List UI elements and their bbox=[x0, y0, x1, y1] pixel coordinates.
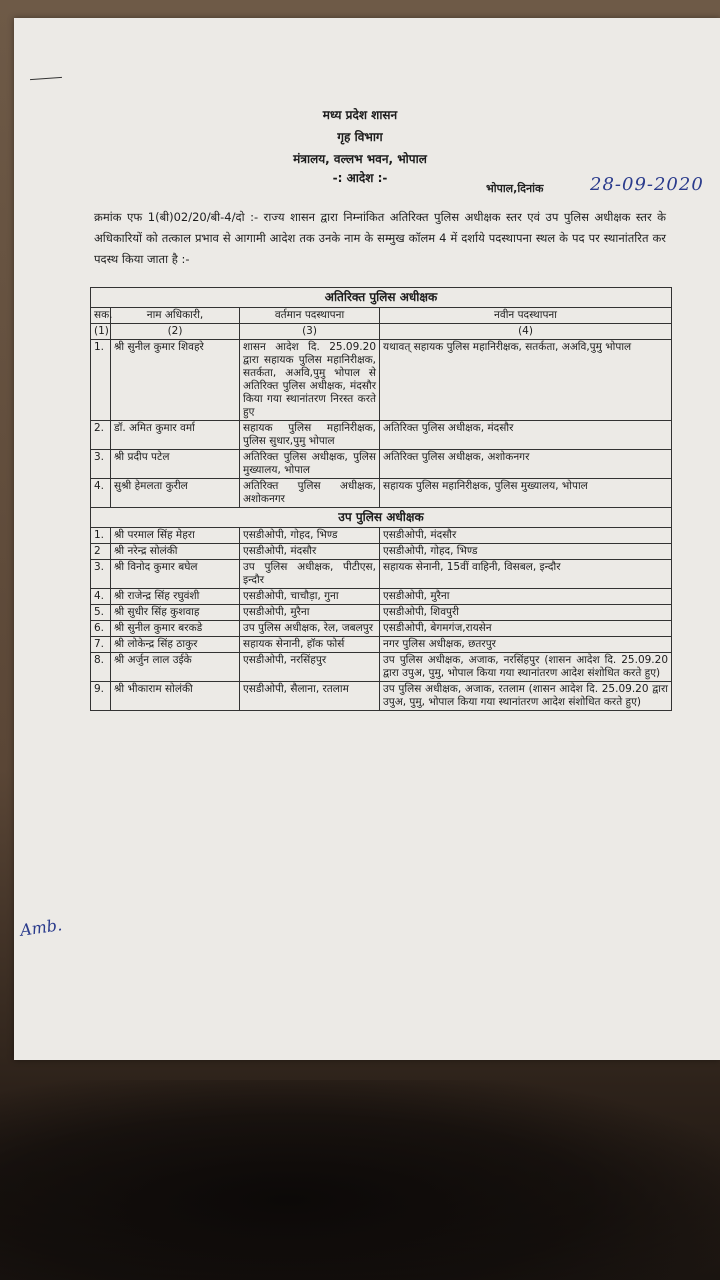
cell-current: अतिरिक्त पुलिस अधीक्षक, पुलिस मुख्यालय, भोपाल bbox=[240, 450, 380, 479]
background-shadow bbox=[0, 1080, 720, 1280]
date-label: भोपाल,दिनांक bbox=[486, 182, 544, 195]
section-header-row bbox=[91, 508, 672, 528]
col-header-new: नवीन पदस्थापना bbox=[380, 308, 672, 324]
cell-name: श्री सुनील कुमार बरकडे bbox=[111, 621, 240, 637]
cell-current: उप पुलिस अधीक्षक, पीटीएस, इन्दौर bbox=[240, 560, 380, 589]
table-row bbox=[91, 528, 672, 544]
cell-new: अतिरिक्त पुलिस अधीक्षक, मंदसौर bbox=[380, 421, 672, 450]
cell-no: 1. bbox=[91, 340, 111, 421]
cell-name: श्री प्रदीप पटेल bbox=[111, 450, 240, 479]
col-header-name: नाम अधिकारी, bbox=[111, 308, 240, 324]
table-row bbox=[91, 621, 672, 637]
cell-current: सहायक पुलिस महानिरीक्षक, पुलिस सुधार,पुमु भोपाल bbox=[240, 421, 380, 450]
cell-current: एसडीओपी, गोहद, भिण्ड bbox=[240, 528, 380, 544]
cell-no: 3. bbox=[91, 450, 111, 479]
cell-no: 7. bbox=[91, 637, 111, 653]
cell-no: 6. bbox=[91, 621, 111, 637]
col-header-current: वर्तमान पदस्थापना bbox=[240, 308, 380, 324]
cell-new: एसडीओपी, शिवपुरी bbox=[380, 605, 672, 621]
cell-no: 1. bbox=[91, 528, 111, 544]
col-header-serial: सक. bbox=[91, 308, 111, 324]
cell-current: अतिरिक्त पुलिस अधीक्षक, अशोकनगर bbox=[240, 479, 380, 508]
table-row bbox=[91, 560, 672, 589]
table-row bbox=[91, 653, 672, 682]
cell-no: 9. bbox=[91, 682, 111, 711]
cell-new: एसडीओपी, बेगमगंज,रायसेन bbox=[380, 621, 672, 637]
column-header-row bbox=[91, 308, 672, 324]
cell-name: श्री सुनील कुमार शिवहरे bbox=[111, 340, 240, 421]
cell-no: 4. bbox=[91, 479, 111, 508]
cell-current: उप पुलिस अधीक्षक, रेल, जबलपुर bbox=[240, 621, 380, 637]
cell-current: एसडीओपी, मंदसौर bbox=[240, 544, 380, 560]
header-address: मंत्रालय, वल्लभ भवन, भोपाल bbox=[293, 152, 427, 166]
cell-new: सहायक सेनानी, 15वीं वाहिनी, विसबल, इन्दौर bbox=[380, 560, 672, 589]
cell-new: एसडीओपी, गोहद, भिण्ड bbox=[380, 544, 672, 560]
col-number-2: (2) bbox=[111, 324, 240, 340]
cell-new: उप पुलिस अधीक्षक, अजाक, नरसिंहपुर (शासन आदेश दि. 25.09.20 द्वारा उपुअ, पुमु, भोपाल किया गया स्थानांतरण आदेश संशोधित करते हुए) bbox=[380, 653, 672, 682]
table-row bbox=[91, 682, 672, 711]
cell-name: श्री अर्जुन लाल उईके bbox=[111, 653, 240, 682]
header-order-title: -: आदेश :- bbox=[332, 171, 388, 185]
col-number-1: (1) bbox=[91, 324, 111, 340]
table-row bbox=[91, 340, 672, 421]
cell-new: एसडीओपी, मुरैना bbox=[380, 589, 672, 605]
cell-no: 2. bbox=[91, 421, 111, 450]
section1-title: अतिरिक्त पुलिस अधीक्षक bbox=[91, 288, 672, 308]
section2-title: उप पुलिस अधीक्षक bbox=[91, 508, 672, 528]
header-government: मध्य प्रदेश शासन bbox=[322, 108, 398, 122]
cell-name: श्री भीकाराम सोलंकी bbox=[111, 682, 240, 711]
table-row bbox=[91, 544, 672, 560]
cell-no: 8. bbox=[91, 653, 111, 682]
cell-current: शासन आदेश दि. 25.09.20 द्वारा सहायक पुलिस महानिरीक्षक, सतर्कता, अअवि,पुमु भोपाल से अतिरिक्त पुलिस अधीक्षक, मंदसौर किया गया स्थानांतरण निरस्त करते हुए bbox=[240, 340, 380, 421]
col-number-3: (3) bbox=[240, 324, 380, 340]
cell-new: सहायक पुलिस महानिरीक्षक, पुलिस मुख्यालय, भोपाल bbox=[380, 479, 672, 508]
date-handwritten: 28-09-2020 bbox=[590, 174, 704, 195]
cell-name: डॉ. अमित कुमार वर्मा bbox=[111, 421, 240, 450]
cell-current: एसडीओपी, चाचौड़ा, गुना bbox=[240, 589, 380, 605]
table-row bbox=[91, 450, 672, 479]
cell-name: श्री विनोद कुमार बघेल bbox=[111, 560, 240, 589]
posting-table bbox=[90, 287, 672, 711]
table-row bbox=[91, 605, 672, 621]
cell-current: एसडीओपी, नरसिंहपुर bbox=[240, 653, 380, 682]
cell-name: श्री लोकेन्द्र सिंह ठाकुर bbox=[111, 637, 240, 653]
cell-name: सुश्री हेमलता कुरील bbox=[111, 479, 240, 508]
header-department: गृह विभाग bbox=[337, 130, 383, 144]
signature-initials: Amb. bbox=[18, 915, 64, 940]
table-row bbox=[91, 589, 672, 605]
table-row bbox=[91, 479, 672, 508]
cell-name: श्री सुधीर सिंह कुशवाह bbox=[111, 605, 240, 621]
cell-new: उप पुलिस अधीक्षक, अजाक, रतलाम (शासन आदेश दि. 25.09.20 द्वारा उपुअ, पुमु, भोपाल किया गया स्थानांतरण आदेश संशोधित करते हुए) bbox=[380, 682, 672, 711]
table-row bbox=[91, 637, 672, 653]
cell-name: श्री राजेन्द्र सिंह रघुवंशी bbox=[111, 589, 240, 605]
table-row bbox=[91, 421, 672, 450]
cell-new: अतिरिक्त पुलिस अधीक्षक, अशोकनगर bbox=[380, 450, 672, 479]
cell-current: एसडीओपी, मुरैना bbox=[240, 605, 380, 621]
cell-no: 5. bbox=[91, 605, 111, 621]
cell-new: एसडीओपी, मंदसौर bbox=[380, 528, 672, 544]
cell-current: सहायक सेनानी, हॉक फोर्स bbox=[240, 637, 380, 653]
cell-no: 2 bbox=[91, 544, 111, 560]
col-number-4: (4) bbox=[380, 324, 672, 340]
cell-no: 4. bbox=[91, 589, 111, 605]
order-paragraph: क्रमांक एफ 1(बी)02/20/बी-4/दो :- राज्य शासन द्वारा निम्नांकित अतिरिक्त पुलिस अधीक्षक स्तर एवं उप पुलिस अधीक्षक स्तर के अधिकारियों को तत्काल प्रभाव से आगामी आदेश तक उनके नाम के सम्मुख कॉलम 4 में दर्शाये पदस्थापना स्थल के पद पर स्थानांतरित कर पदस्थ किया जाता है :- bbox=[94, 210, 666, 266]
cell-no: 3. bbox=[91, 560, 111, 589]
cell-name: श्री परमाल सिंह मेहरा bbox=[111, 528, 240, 544]
section-header-row bbox=[91, 288, 672, 308]
cell-name: श्री नरेन्द्र सोलंकी bbox=[111, 544, 240, 560]
cell-current: एसडीओपी, सैलाना, रतलाम bbox=[240, 682, 380, 711]
cell-new: नगर पुलिस अधीक्षक, छतरपुर bbox=[380, 637, 672, 653]
cell-new: यथावत् सहायक पुलिस महानिरीक्षक, सतर्कता, अअवि,पुमु भोपाल bbox=[380, 340, 672, 421]
column-number-row bbox=[91, 324, 672, 340]
